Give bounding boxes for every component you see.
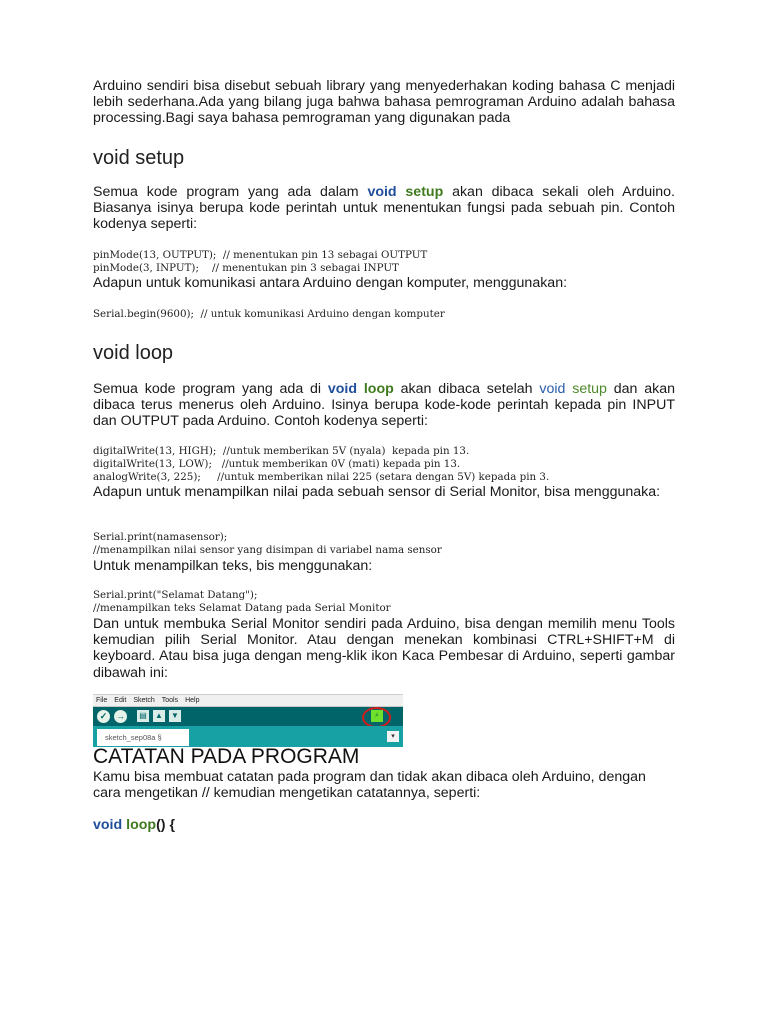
new-icon: ▤ [137, 710, 149, 722]
serial-monitor-paragraph: Dan untuk membuka Serial Monitor sendiri pada Arduino, bisa dengan memilih menu Tools kemudian pilih Serial Monitor. Atau dengan menekan kombinasi CTRL+SHIFT+M di keyboard. Atau bisa juga dengan meng-klik ikon Kaca Pembesar di Arduino, seperti gambar dibawah ini: [93, 616, 675, 681]
loop-code-line: digitalWrite(13, HIGH); //untuk memberikan 5V (nyala) kepada pin 13. [93, 445, 470, 457]
setup-code-line: pinMode(13, OUTPUT); // menentukan pin 13 sebagai OUTPUT [93, 249, 428, 261]
comm-paragraph: Adapun untuk komunikasi antara Arduino dengan komputer, menggunakan: [93, 275, 568, 291]
sensor-paragraph: Adapun untuk menampilkan nilai pada sebuah sensor di Serial Monitor, bisa menggunaka: [93, 484, 661, 500]
menu-file: File [96, 697, 108, 704]
menu-tools: Tools [161, 697, 179, 704]
verify-icon: ✓ [97, 710, 110, 723]
save-icon: ▼ [169, 710, 181, 722]
ref-void: void [539, 381, 566, 397]
menu-help: Help [185, 697, 200, 704]
kw-setup: setup [405, 184, 444, 200]
catatan-heading: CATATAN PADA PROGRAM [93, 745, 360, 768]
arduino-ide-screenshot [93, 694, 403, 747]
loop-code-line: digitalWrite(13, LOW); //untuk memberikan 0V (mati) kepada pin 13. [93, 458, 461, 470]
loop-code-example: void loop() { [93, 817, 175, 833]
text-label-paragraph: Untuk menampilkan teks, bis menggunakan: [93, 558, 373, 574]
kw-void: void [327, 381, 358, 397]
tab-menu-arrow-icon: ▾ [387, 731, 399, 742]
kw-void: void [367, 184, 397, 200]
void-loop-heading: void loop [93, 342, 174, 364]
ide-toolbar [93, 707, 403, 726]
serial-monitor-magnifier-icon: ⌕ [371, 710, 383, 722]
menu-edit: Edit [114, 697, 127, 704]
sketch-tab: sketch_sep08a § [97, 729, 189, 746]
text-code-line: Serial.print("Selamat Datang"); [93, 589, 258, 601]
open-icon: ▲ [153, 710, 165, 722]
sensor-code-line: Serial.print(namasensor); [93, 531, 228, 543]
loop-code-line: analogWrite(3, 225); //untuk memberikan nilai 225 (setara dengan 5V) kepada pin 3. [93, 471, 550, 483]
menu-sketch: Sketch [133, 697, 155, 704]
ref-setup: setup [572, 381, 607, 397]
sensor-code-line: //menampilkan nilai sensor yang disimpan di variabel nama sensor [93, 544, 442, 556]
loop-paragraph: Semua kode program yang ada di void loop akan dibaca setelah void setup dan akan dibaca terus menerus oleh Arduino. Isinya berupa kode-kode perintah kepada pin INPUT dan OUTPUT pada Arduino. Contoh kodenya seperti: [93, 381, 675, 430]
setup-paragraph: Semua kode program yang ada dalam void setup akan dibaca sekali oleh Arduino. Biasanya isinya berupa kode perintah untuk menentukan fungsi pada sebuah pin. Contoh kodenya seperti: [93, 184, 675, 233]
void-setup-heading: void setup [93, 147, 185, 169]
ide-menubar [93, 695, 403, 707]
serial-begin-code: Serial.begin(9600); // untuk komunikasi Arduino dengan komputer [93, 308, 445, 320]
upload-icon: → [116, 711, 125, 721]
text-code-line: //menampilkan teks Selamat Datang pada Serial Monitor [93, 602, 391, 614]
intro-paragraph: Arduino sendiri bisa disebut sebuah library yang menyederhakan koding bahasa C menjadi lebih sederhana.Ada yang bilang juga bahwa bahasa pemrograman Arduino adalah bahasa processing.Bagi saya bahasa pemrograman yang digunakan pada [93, 78, 675, 127]
ide-tabbar [93, 726, 403, 746]
catatan-paragraph: Kamu bisa membuat catatan pada program dan tidak akan dibaca oleh Arduino, dengan cara mengetikan // kemudian mengetikan catatannya, seperti: [93, 769, 646, 802]
setup-code-line: pinMode(3, INPUT); // menentukan pin 3 sebagai INPUT [93, 262, 399, 274]
kw-loop: loop [363, 381, 394, 397]
